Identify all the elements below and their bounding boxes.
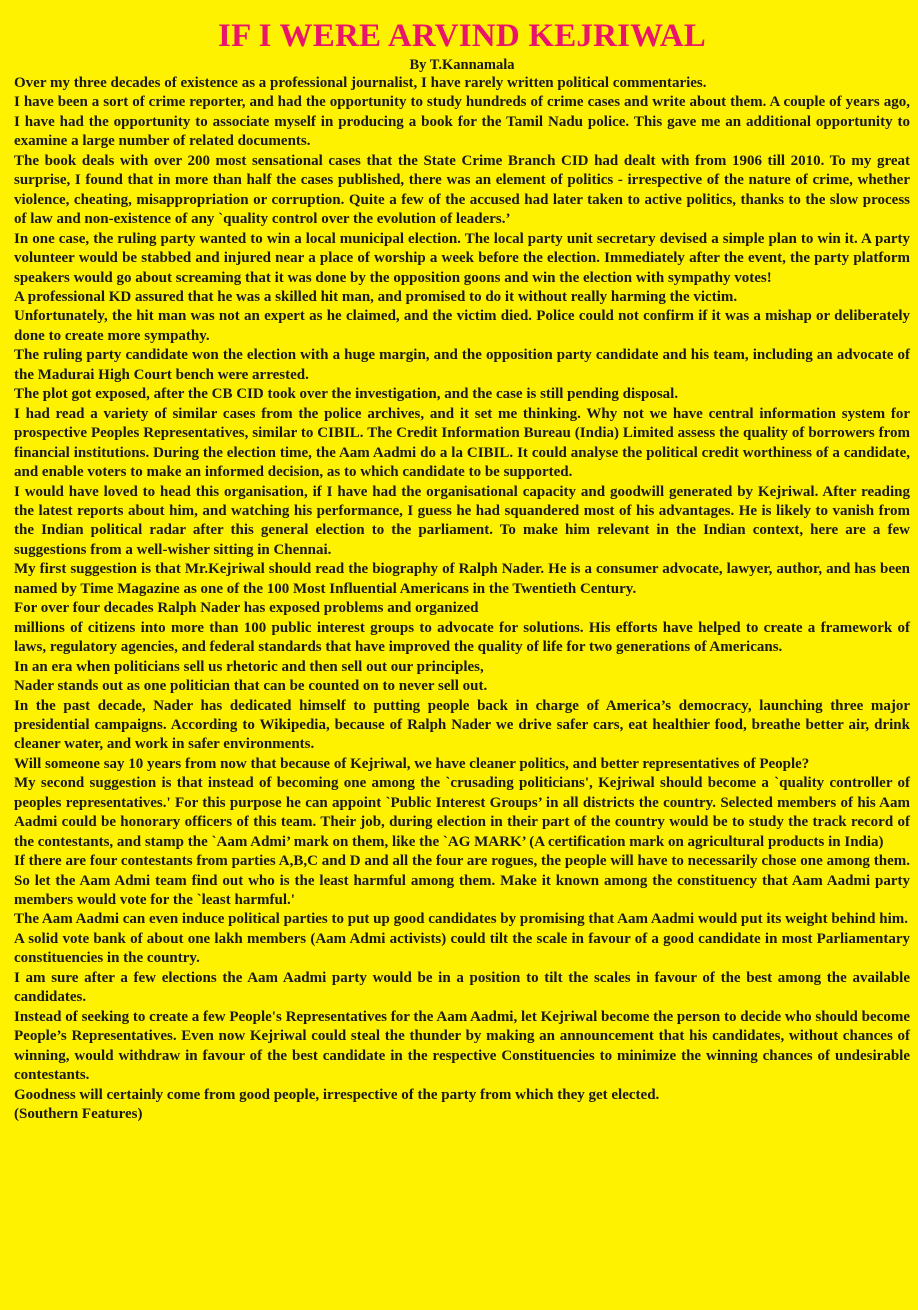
article-paragraph: In an era when politicians sell us rhetoric and then sell out our principles, [14,658,484,675]
article-paragraph: A professional KD assured that he was a skilled hit man, and promised to do it without really harming the victim. [14,288,738,305]
article-paragraph: My first suggestion is that Mr.Kejriwal should read the biography of Ralph Nader. He is a consumer advocate, lawyer, author, and has been named by Time Magazine as one of the 100 Most Influential Americans in the Twentieth Century. [14,561,910,597]
article-paragraph: I am sure after a few elections the Aam Aadmi party would be in a position to tilt the scales in favour of the best among the available candidates. [14,969,910,1006]
article-paragraph: The ruling party candidate won the election with a huge margin, and the opposition party candidate and his team, including an advocate of the Madurai High Court bench were arrested. [14,347,910,383]
article-paragraph: A solid vote bank of about one lakh members (Aam Admi activists) could tilt the scale in favour of a good candidate in most Parliamentary constituencies in the country. [14,930,910,967]
article-body [14,74,910,1124]
article-paragraph: I have been a sort of crime reporter, and had the opportunity to study hundreds of crime cases and write about them. A couple of years ago, I have had the opportunity to associate myself in producing a book for the Tamil Nadu police. This gave me an additional opportunity to examine a large number of related documents. [14,94,910,150]
article-paragraph: I had read a variety of similar cases from the police archives, and it set me thinking. Why not we have central information system for prospective Peoples Representatives, similar to CIBIL. The Credit Information Bureau (India) Limited assess the quality of borrowers from financial institutions. During the election time, the Aam Aadmi do a la CIBIL. It could analyse the political credit worthiness of a candidate, and enable voters to make an informed decision, as to which candidate to be supported. [14,405,910,481]
article-paragraph: In one case, the ruling party wanted to win a local municipal election. The local party unit secretary devised a simple plan to win it. A party volunteer would be stabbed and injured near a place of worship a week before the election. Immediately after the event, the party platform speakers would go about screaming that it was done by the opposition goons and win the election with sympathy votes! [14,230,910,286]
article-paragraph: I would have loved to head this organisation, if I have had the organisational capacity and goodwill generated by Kejriwal. After reading the latest reports about him, and watching his performance, I guess he had squandered most of his advantages. He is likely to vanish from the Indian political radar after this general election to the parliament. To make him relevant in the Indian context, here are a few suggestions from a well-wisher sitting in Chennai. [14,483,910,558]
article-paragraph: Will someone say 10 years from now that because of Kejriwal, we have cleaner politics, and better representatives of People? [14,755,810,772]
article-paragraph: If there are four contestants from parties A,B,C and D and all the four are rogues, the people will have to necessarily chose one among them. So let the Aam Admi team find out who is the least harmful among them. Make it known among the constituency that Aam Aadmi party members would vote for the `least harmful.' [14,853,910,909]
article-paragraph: Over my three decades of existence as a professional journalist, I have rarely written political commentaries. [14,75,707,91]
article-paragraph: Nader stands out as one politician that can be counted on to never sell out. [14,678,488,695]
article-paragraph: For over four decades Ralph Nader has exposed problems and organized [14,600,479,617]
article-paragraph: The Aam Aadmi can even induce political parties to put up good candidates by promising that Aam Aadmi would put its weight behind him. [14,911,909,928]
article-paragraph: The book deals with over 200 most sensational cases that the State Crime Branch CID had dealt with from 1906 till 2010. To my great surprise, I found that in more than half the cases published, there was an element of politics - irrespective of the nature of crime, whether violence, cheating, misappropriation or corruption. Quite a few of the accused had later taken to active politics, thanks to the slow process of law and non-existence of any `quality control over the evolution of leaders.’ [14,152,910,228]
article-paragraph: The plot got exposed, after the CB CID took over the investigation, and the case is still pending disposal. [14,386,679,403]
article-paragraph: Goodness will certainly come from good people, irrespective of the party from which they get elected. [14,1086,660,1103]
article-paragraph: Unfortunately, the hit man was not an expert as he claimed, and the victim died. Police could not confirm if it was a mishap or deliberately done to create more sympathy. [14,308,910,344]
article-source: (Southern Features) [14,1106,143,1123]
article-paragraph: In the past decade, Nader has dedicated himself to putting people back in charge of America’s democracy, launching three major presidential campaigns. According to Wikipedia, because of Ralph Nader we drive safer cars, eat healthier food, breathe better air, drink cleaner water, and work in safer environments. [14,697,910,753]
article-paragraph: millions of citizens into more than 100 public interest groups to advocate for solutions. His efforts have helped to create a framework of laws, regulatory agencies, and federal standards that have improved the quality of life for two generations of Americans. [14,619,910,656]
article-paragraph: Instead of seeking to create a few People's Representatives for the Aam Aadmi, let Kejriwal become the person to decide who should become People’s Representatives. Even now Kejriwal could steal the thunder by making an announcement that his candidates, without chances of winning, would withdraw in favour of the best candidate in the respective Constituencies to minimize the winning chances of undesirable contestants. [14,1008,910,1084]
article-paragraph: My second suggestion is that instead of becoming one among the `crusading politicians', Kejriwal should become a `quality controller of peoples representatives.' For this purpose he can appoint `Public Interest Groups’ in all districts the country. Selected members of his Aam Aadmi could be honorary officers of this team. Their job, during election in their part of the country would be to study the track record of the contestants, and stamp the `Aam Admi’ mark on them, like the `AG MARK’ (A certification mark on agricultural products in India) [14,775,910,850]
article-byline: By T.Kannamala [409,57,515,73]
article-title: IF I WERE ARVIND KEJRIWAL [218,18,706,54]
